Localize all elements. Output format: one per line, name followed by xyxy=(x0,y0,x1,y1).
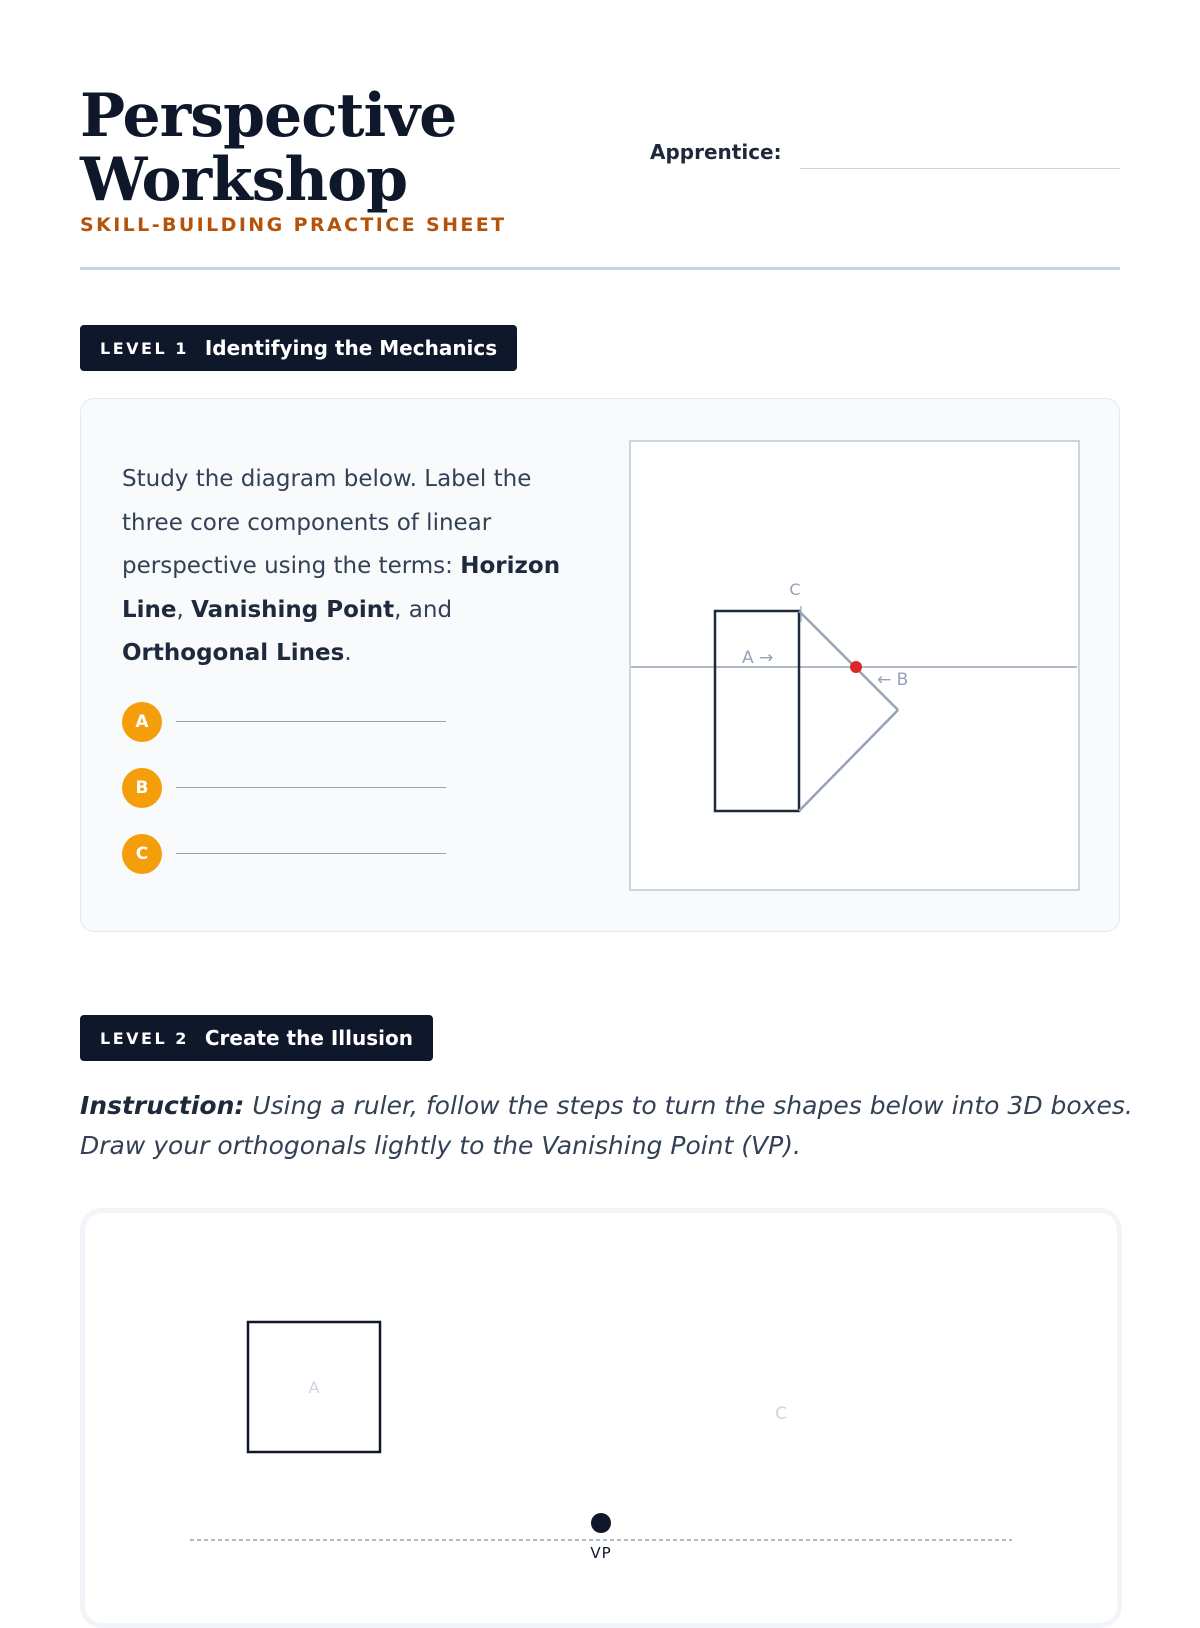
vp-label: VP xyxy=(590,1544,612,1562)
level-2-label: LEVEL 2 xyxy=(100,1028,189,1048)
term-horizon-line: Horizon Line xyxy=(122,553,561,623)
level-1-title: Identifying the Mechanics xyxy=(204,336,498,360)
prompt-separator: , and xyxy=(394,596,453,623)
level-2-drawing-svg xyxy=(0,1300,1200,1600)
answer-b-field[interactable] xyxy=(176,787,446,788)
title-line-2: Workshop xyxy=(80,145,408,215)
worksheet-title xyxy=(80,81,500,215)
term-vanishing-point: Vanishing Point xyxy=(191,596,395,623)
prompt-separator: , xyxy=(176,596,192,623)
instruction-lead: Instruction: xyxy=(80,1091,245,1120)
level-2-instruction xyxy=(80,1086,1140,1166)
diagram-label-b: ← B xyxy=(877,670,909,690)
perspective-diagram xyxy=(629,440,1080,891)
shape-c-label: C xyxy=(775,1404,787,1424)
vanishing-point-dot xyxy=(850,661,862,673)
answer-b-marker: B xyxy=(122,768,162,808)
vanishing-point-dot xyxy=(591,1513,611,1533)
instruction-text: Using a ruler, follow the steps to turn the shapes below into 3D boxes. Draw your orthogonals lightly to the Vanishing Point (VP). xyxy=(80,1091,1133,1160)
diagram-box-front xyxy=(715,611,799,811)
answer-a-marker: A xyxy=(122,702,162,742)
answer-c-marker: C xyxy=(122,834,162,874)
header-divider xyxy=(80,267,1120,270)
diagram-label-a: A → xyxy=(742,648,774,668)
answer-a-field[interactable] xyxy=(176,721,446,722)
apprentice-name-field[interactable] xyxy=(800,168,1120,169)
shape-a-label: A xyxy=(308,1378,320,1397)
title-line-1: Perspective xyxy=(80,81,457,151)
level-2-badge xyxy=(80,1015,433,1061)
term-orthogonal-lines: Orthogonal Lines xyxy=(122,640,345,666)
answer-c-field[interactable] xyxy=(176,853,446,854)
level-1-label: LEVEL 1 xyxy=(100,338,189,358)
level-2-title: Create the Illusion xyxy=(204,1026,413,1050)
level-1-badge xyxy=(80,325,517,371)
prompt-intro: Study the diagram below. Label the three core components of linear perspective using the terms: xyxy=(122,466,532,579)
worksheet-subtitle: SKILL-BUILDING PRACTICE SHEET xyxy=(80,214,507,236)
apprentice-label: Apprentice: xyxy=(650,140,782,164)
orthogonal-line-top xyxy=(799,611,898,710)
perspective-diagram-svg xyxy=(631,442,1077,888)
orthogonal-line-bottom xyxy=(799,710,898,811)
diagram-label-c: C xyxy=(789,580,801,599)
level-1-prompt xyxy=(122,458,572,676)
prompt-end: . xyxy=(344,640,352,666)
